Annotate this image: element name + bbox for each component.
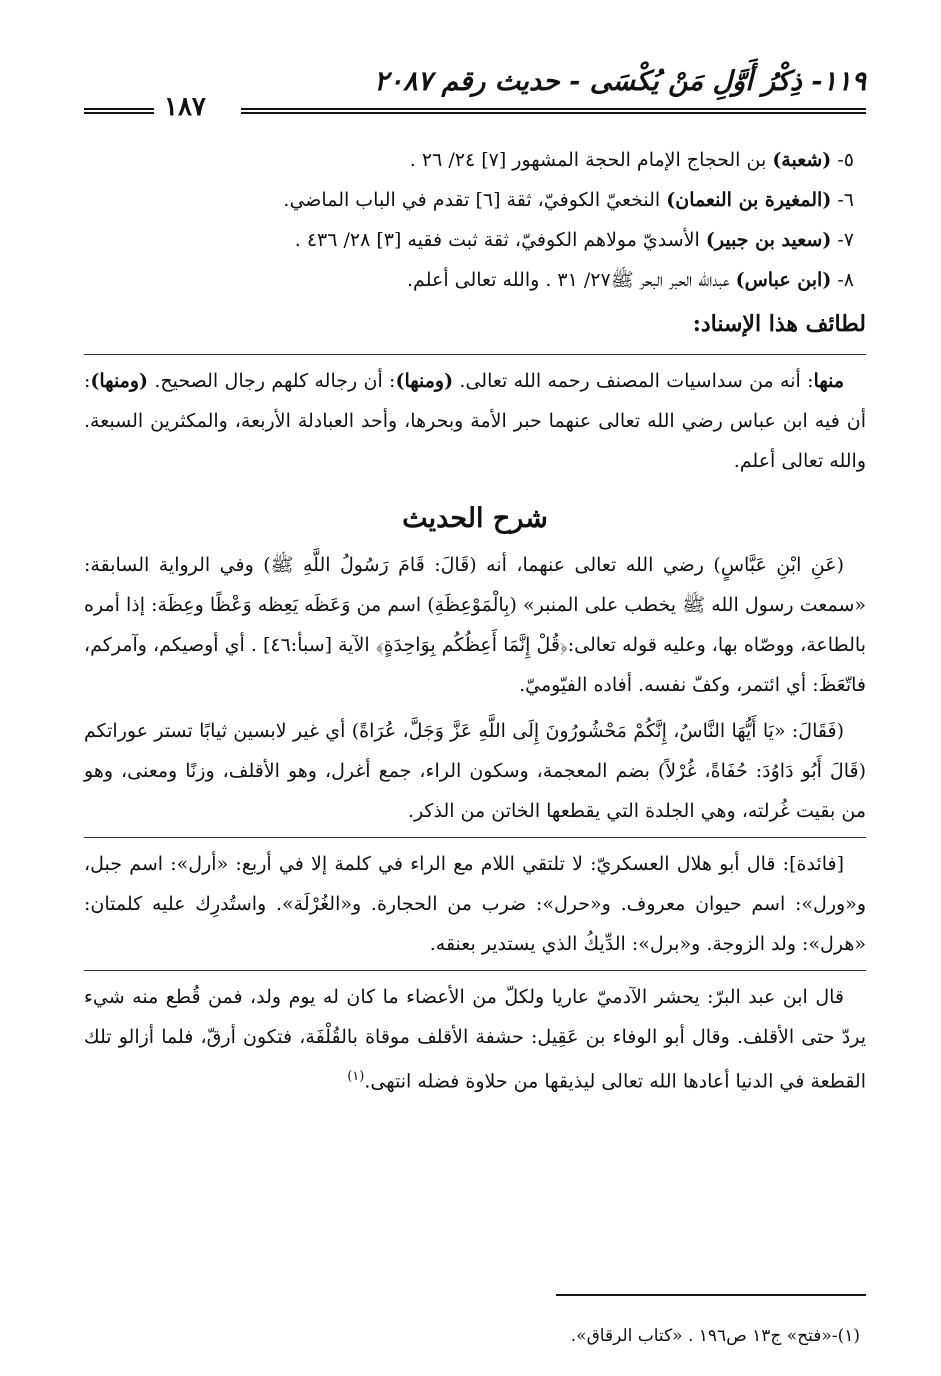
sharh-paragraph-2: (فَقَالَ: «يَا أَيُّهَا النَّاسُ، إِنَّكُمْ مَحْشُورُونَ إِلَى اللَّهِ عَزَّ وَجَلَّ، عُرَاةً) أي غير لابسين ثيابًا تستر عوراتكم (قَالَ أَبُو دَاوُدَ: حُفَاةً، غُرْلاً) بضم المعجمة، وسكون الراء، جمع أغرل، وهو الأقلف، وزنًا ومعنى، وهو من بقيت غُرلته، وهي الجلدة التي يقطعها الخاتن من الذكر. <box>84 720 866 822</box>
footnote-marker[interactable]: (١) <box>347 1069 365 1084</box>
narrator-list <box>84 140 866 300</box>
isnad-text-2: : أن رجاله كلهم رجال الصحيح. <box>148 370 396 392</box>
narrator-item <box>84 140 854 180</box>
isnad-heading: لطائف هذا الإسناد: <box>692 311 866 337</box>
narrator-item <box>84 260 854 300</box>
isnad-text-3: : أن فيه ابن عباس رضي الله تعالى عنهما حبر الأمة وبحرها، وأحد العبادلة الأربعة، والمكثرين السبعة. والله تعالى أعلم. <box>84 370 866 472</box>
page-number: ١٨٧ <box>164 92 206 122</box>
header-double-rule <box>241 108 866 114</box>
narrator-number: ٥- <box>837 149 854 171</box>
isnad-lead-2: (ومنها) <box>395 370 454 392</box>
isnad-paragraph <box>84 361 866 481</box>
section-title: شرح الحديث <box>402 503 548 534</box>
narrator-item <box>84 180 854 220</box>
fawaid-paragraph: [فائدة]: قال أبو هلال العسكريّ: لا تلتقي اللام مع الراء في كلمة إلا في أربع: «أرل»: اسم جبل، و«ورل»: اسم حيوان معروف. و«حرل»: ضرب من الحجارة. و«الغُرْلَة». واستُدرِك عليه كلمتان: «هرل»: ولد الزوجة. و«برل»: الدِّيكُ الذي يستدير بعنقه. <box>84 853 866 955</box>
running-header <box>84 66 866 132</box>
sharh-paragraph-1: (عَنِ ابْنِ عَبَّاسٍ) رضي الله تعالى عنهما، أنه (قَالَ: قَامَ رَسُولُ اللَّهِ ﷺ) وفي الرواية السابقة: «سمعت رسول الله ﷺ يخطب على المنبر» (بِالْمَوْعِظَةِ) اسم من وَعَظَه يَعِظه وَعْظًا وعِظَة: إذا أمره بالطاعة، ووصّاه بها، وعليه قوله تعالى:﴿قُلْ إِنَّمَا أَعِظُكُم بِوَاحِدَةٍ﴾ الآية [سبأ:٤٦] . أي أوصيكم، وآمركم، فاتّعَظَ: أي ائتمر، وكفّ نفسه. أفاده الفيّوميّ. <box>84 554 867 696</box>
header-left-rule <box>84 108 154 114</box>
narrator-text: عبدالله الحبر البحر ﷺ٢٧/ ٣١ . والله تعالى أعلم. <box>407 269 730 291</box>
narrator-number: ٨- <box>837 269 854 291</box>
narrator-text: الأسديّ مولاهم الكوفيّ، ثقة ثبت فقيه [٣] ٢٨/ ٤٣٦ . <box>294 229 700 251</box>
narrator-name: (شعبة) <box>772 149 832 171</box>
narrator-item <box>84 220 854 260</box>
section-divider <box>84 837 866 838</box>
narrator-name: (ابن عباس) <box>735 269 832 291</box>
section-divider <box>84 970 866 971</box>
chapter-title: ١١٩- ذِكْرُ أَوَّلِ مَنْ يُكْسَى - حديث رقم ٢٠٨٧ <box>374 66 866 97</box>
isnad-text-1: : أنه من سداسيات المصنف رحمه الله تعالى. <box>453 370 814 392</box>
footnote-rule <box>556 1294 866 1296</box>
narrator-text: بن الحجاج الإمام الحجة المشهور [٧] ٢٤/ ٢٦ . <box>409 149 767 171</box>
page <box>84 66 866 1356</box>
narrator-name: (المغيرة بن النعمان) <box>666 189 832 211</box>
narrator-number: ٧- <box>837 229 854 251</box>
section-divider <box>84 354 866 355</box>
narrator-name: (سعيد بن جبير) <box>705 229 832 251</box>
narrator-number: ٦- <box>837 189 854 211</box>
page-body <box>84 140 866 1101</box>
isnad-lead: منها <box>813 370 845 392</box>
narrator-text: النخعيّ الكوفيّ، ثقة [٦] تقدم في الباب الماضي. <box>283 189 661 211</box>
footnote-text: (١)-«فتح» ج١٣ ص١٩٦ . «كتاب الرقاق». <box>570 1326 860 1346</box>
isnad-lead-3: (ومنها) <box>90 370 149 392</box>
sharh-paragraph-4 <box>84 977 866 1101</box>
sharh-paragraph-4-text: قال ابن عبد البرّ: يحشر الآدميّ عاريا ولكلّ من الأعضاء ما كان له يوم ولد، فمن قُطع منه شيء يردّ حتى الأقلف. وقال أبو الوفاء بن عَقِيل: حشفة الأقلف موقاة بالقُلْفَة، فتكون أرقّ، فلما أزالو تلك القطعة في الدنيا أعادها الله تعالى ليذيقها من حلاوة فضله انتهى. <box>84 986 866 1093</box>
